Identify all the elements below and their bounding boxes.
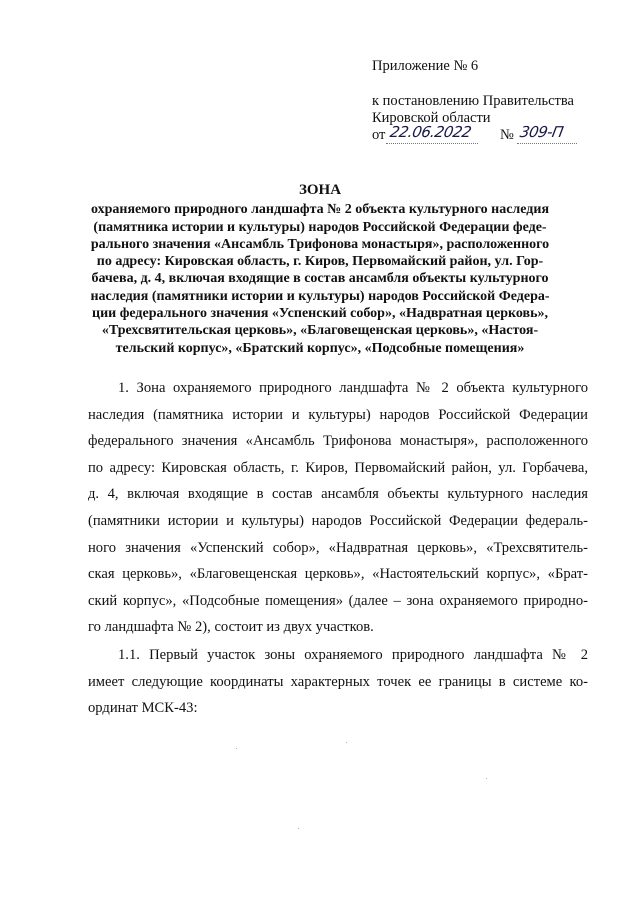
date-prefix: от [372, 127, 386, 143]
date-underline [386, 143, 478, 144]
appendix-header [372, 58, 612, 149]
document-body [88, 375, 588, 722]
paragraph-line: ская церковь», «Благовещенская церковь», «Настоятельский корпус», «Брат- [88, 566, 588, 583]
title-line: по адресу: Кировская область, г. Киров, Первомайский район, ул. Гор- [96, 254, 544, 270]
scan-speck [346, 742, 347, 743]
appendix-number: Приложение № 6 [372, 58, 479, 74]
paragraph-line: по адресу: Кировская область, г. Киров, Первомайский район, ул. Горбачева, [88, 459, 588, 476]
scan-speck [486, 778, 487, 779]
paragraph-line: имеет следующие координаты характерных точек ее границы в системе ко- [88, 673, 588, 690]
title-line: ции федерального значения «Успенский собор», «Надвратная церковь», [92, 306, 548, 322]
decree-date-number [372, 123, 612, 149]
scan-speck [298, 828, 299, 829]
paragraph-line: го ландшафта № 2), состоит из двух участков. [88, 619, 374, 636]
handwritten-date: 22.06.2022 [388, 123, 473, 141]
document-title [70, 182, 570, 357]
number-prefix: № [500, 127, 514, 143]
decree-reference: к постановлению Правительства [372, 93, 574, 109]
title-line: «Трехсвятительская церковь», «Благовещенская церковь», «Настоя- [101, 323, 539, 339]
paragraph-line: 1.1. Первый участок зоны охраняемого природного ландшафта № 2 [118, 646, 588, 663]
title-line: бачева, д. 4, включая входящие в состав ансамбля объекты культурного [91, 271, 549, 287]
title-line: тельский корпус», «Братский корпус», «Подсобные помещения» [115, 340, 525, 356]
scan-speck [236, 748, 237, 749]
paragraph-line: наследия (памятника истории и культуры) народов Российской Федерации [88, 406, 588, 423]
paragraph-line: д. 4, включая входящие в состав ансамбля объекты культурного наследия [88, 486, 588, 503]
paragraph-line: ский корпус», «Подсобные помещения» (далее – зона охраняемого природно- [88, 592, 588, 609]
paragraph-1 [88, 375, 588, 641]
issuing-authority: Кировской области [372, 110, 491, 126]
paragraph-1-1 [88, 642, 588, 722]
title-heading: ЗОНА [298, 182, 342, 198]
title-line: рального значения «Ансамбль Трифонова монастыря», расположенного [90, 236, 550, 252]
title-line: (памятника истории и культуры) народов Российской Федерации феде- [93, 219, 547, 235]
title-line: наследия (памятники истории и культуры) народов Российской Федера- [90, 288, 550, 304]
paragraph-line: (памятники истории и культуры) народов Российской Федерации федераль- [88, 512, 588, 529]
paragraph-line: ординат МСК-43: [88, 700, 198, 717]
number-underline [517, 143, 577, 144]
title-line: охраняемого природного ландшафта № 2 объекта культурного наследия [90, 202, 550, 218]
paragraph-line: 1. Зона охраняемого природного ландшафта № 2 объекта культурного [118, 380, 588, 396]
paragraph-line: федерального значения «Ансамбль Трифонова монастыря», расположенного [88, 433, 588, 450]
handwritten-number: 309-П [518, 123, 565, 141]
paragraph-line: ного значения «Успенский собор», «Надвратная церковь», «Трехсвятитель- [88, 539, 588, 556]
